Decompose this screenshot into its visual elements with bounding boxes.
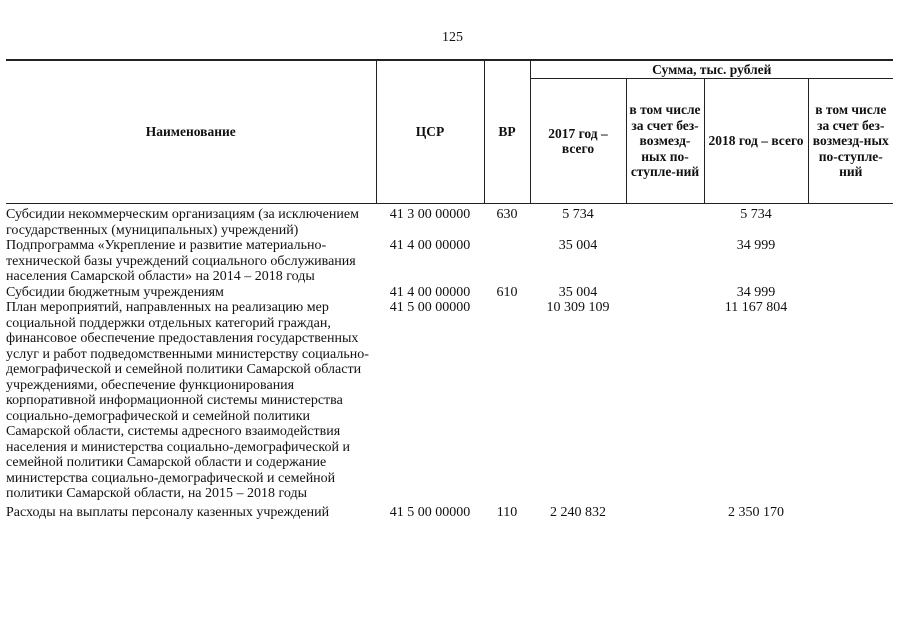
row-csr: 41 4 00 00000 bbox=[389, 238, 471, 253]
row-2017-grants bbox=[626, 204, 704, 239]
row-name: План мероприятий, направленных на реализацию мер социальной поддержки отдельных категорий граждан, финансовое обеспечение предоставления государственных услуг и работ подведомственными министерству социально-демографической и семейной политики Самарской области учреждениями, обеспечение функционирования корпоративной информационной системы министерства социально-демографической и семейной политики Самарской области, системы адресного взаимодействия населения и министерства социально-демографической и семейной политики Самарской области и содержание министерства социально-демографической и семейной политики Самарской области, на 2015 – 2018 годы bbox=[6, 300, 369, 501]
table-row bbox=[6, 285, 893, 301]
row-vr: 110 bbox=[496, 504, 518, 520]
row-name: Субсидии некоммерческим организациям (за исключением государственных (муниципальных) учреждений) bbox=[6, 207, 359, 238]
budget-table bbox=[6, 60, 893, 520]
row-2018-grants bbox=[808, 502, 893, 521]
row-2018-grants bbox=[808, 285, 893, 301]
row-2018-total: 34 999 bbox=[736, 238, 776, 253]
header-sum-group: Сумма, тыс. рублей bbox=[530, 61, 893, 79]
table-body bbox=[6, 204, 893, 521]
row-2017-grants bbox=[626, 300, 704, 502]
row-name: Подпрограмма «Укрепление и развитие материально-технической базы учреждений социального обслуживания населения Самарской области» на 2014 – 2018 годы bbox=[6, 238, 356, 284]
row-csr: 41 4 00 00000 bbox=[389, 284, 471, 300]
budget-table-container bbox=[6, 60, 900, 520]
table-header bbox=[6, 61, 893, 204]
row-csr: 41 3 00 00000 bbox=[389, 207, 471, 222]
row-2017-grants bbox=[626, 238, 704, 285]
row-name: Субсидии бюджетным учреждениям bbox=[6, 284, 224, 300]
page-number: 125 bbox=[442, 30, 463, 45]
header-2017-total: 2017 год – всего bbox=[530, 79, 626, 204]
row-2017-total: 2 240 832 bbox=[550, 504, 606, 520]
row-2018-total: 2 350 170 bbox=[728, 504, 784, 520]
table-row bbox=[6, 204, 893, 239]
row-vr: 610 bbox=[496, 284, 518, 300]
header-2018-grants: в том числе за счет без-возмезд-ных по-ступле-ний bbox=[808, 79, 893, 204]
row-2018-total: 5 734 bbox=[740, 207, 772, 222]
row-2017-total: 5 734 bbox=[562, 207, 594, 222]
header-name: Наименование bbox=[6, 61, 376, 204]
table-row bbox=[6, 300, 893, 502]
table-row bbox=[6, 502, 893, 521]
row-2018-grants bbox=[808, 300, 893, 502]
row-2017-total: 35 004 bbox=[558, 284, 598, 300]
row-2018-grants bbox=[808, 238, 893, 285]
row-2018-total: 11 167 804 bbox=[724, 300, 788, 315]
row-vr: 630 bbox=[496, 207, 518, 222]
row-vr bbox=[484, 300, 530, 502]
row-2017-total: 10 309 109 bbox=[546, 300, 610, 315]
row-2017-grants bbox=[626, 502, 704, 521]
header-2017-grants: в том числе за счет без-возмезд-ных по-ступле-ний bbox=[626, 79, 704, 204]
header-2018-total: 2018 год – всего bbox=[704, 79, 808, 204]
row-2017-grants bbox=[626, 285, 704, 301]
header-vr: ВР bbox=[484, 61, 530, 204]
table-row bbox=[6, 238, 893, 285]
row-name: Расходы на выплаты персоналу казенных учреждений bbox=[6, 504, 330, 520]
row-csr: 41 5 00 00000 bbox=[389, 300, 471, 315]
row-2017-total: 35 004 bbox=[558, 238, 598, 253]
row-vr bbox=[484, 238, 530, 285]
table-top-rule bbox=[6, 59, 893, 60]
header-csr: ЦСР bbox=[376, 61, 484, 204]
row-2018-grants bbox=[808, 204, 893, 239]
row-2018-total: 34 999 bbox=[736, 284, 776, 300]
row-csr: 41 5 00 00000 bbox=[389, 504, 471, 520]
